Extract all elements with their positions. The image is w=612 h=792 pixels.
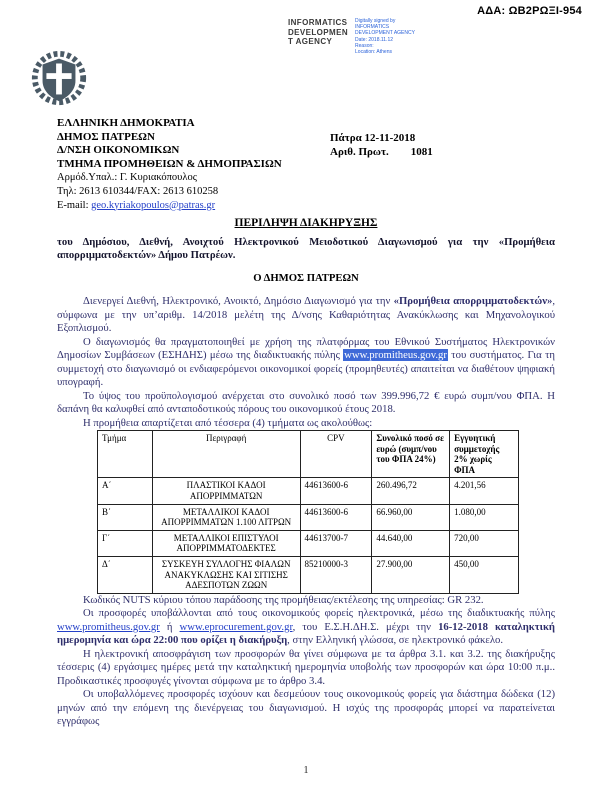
authority-line-directorate: Δ/ΝΣΗ ΟΙΚΟΝΟΜΙΚΩΝ — [57, 144, 180, 157]
signature-line: Digitally signed by — [355, 18, 396, 24]
cell-section: Α΄ — [98, 478, 153, 504]
paragraph-unsealing: Η ηλεκτρονική αποσφράγιση των προσφορών θα γίνει σύμφωνα με τα άρθρα 3.1. και 3.2. της διακήρυξης τέσσερις (4) εργάσιμες ημέρες μετά την καταληκτική ημερομηνία υποβολής των προσφορών και ώρα 10:00 π.μ.. Προδικαστικές προσφυγές γίνονται σύμφωνα με το άρθρο 3.4. — [57, 647, 555, 687]
paragraph-tender-announcement — [57, 295, 555, 336]
text-segment: Διενεργεί Διεθνή, Ηλεκτρονικό, Ανοικτό, Δημόσιο Διαγωνισμό για την — [83, 295, 394, 307]
table-row — [98, 530, 519, 556]
text-segment: του συστήματος. Για τη συμμετοχή στο διαγωνισμό οι ενδιαφερόμενοι οικονομικοί φορείς (προμηθευτές) απαιτείται να διαθέτουν ψηφιακή υπογραφή. — [57, 349, 555, 388]
city-date: Πάτρα 12-11-2018 — [330, 132, 416, 144]
contact-official: Αρμόδ.Υπαλ.: Γ. Κυριακόπουλος — [57, 172, 197, 184]
cell-section: Γ΄ — [98, 530, 153, 556]
text-segment: , στην Ελληνική γλώσσα, σε ηλεκτρονικό φάκελο. — [287, 634, 504, 647]
promitheus-link-2[interactable]: www.promitheus.gov.gr — [57, 620, 160, 633]
protocol-label: Αριθ. Πρωτ. — [330, 146, 389, 159]
table-row — [98, 556, 519, 593]
table-row — [98, 478, 519, 504]
paragraph-nuts: Κωδικός NUTS κύριου τόπου παράδοσης της προμήθειας/εκτέλεσης της υπηρεσίας: GR 232. — [83, 593, 484, 606]
cell-cpv: 44613600-6 — [300, 478, 372, 504]
cell-total: 66.960,00 — [372, 504, 450, 530]
signature-line: Date: 2018.11.12 — [355, 36, 394, 43]
cell-cpv: 85210000-3 — [300, 556, 372, 593]
organization-heading: Ο ΔΗΜΟΣ ΠΑΤΡΕΩΝ — [253, 271, 359, 284]
cell-section: Β΄ — [98, 504, 153, 530]
col-header-section: Τμήμα — [98, 431, 153, 478]
ida-agency-line: T AGENCY — [288, 37, 333, 46]
text-segment: Ο διαγωνισμός θα πραγματοποιηθεί με χρήση της πλατφόρμας του Εθνικού Συστήματος Ηλεκτρονικών Δημοσίων Συμβάσεων (ΕΣΗΔΗΣ) μέσω της διαδικτυακής πύλης — [57, 335, 555, 361]
text-segment: , του Ε.Σ.Η.ΔΗ.Σ. μέχρι την — [292, 620, 439, 633]
supply-title-bold: «Προμήθεια απορριμματοδεκτών» — [393, 295, 553, 307]
email-label: E-mail: — [57, 199, 92, 211]
cell-description: ΜΕΤΑΛΛΙΚΟΙ ΚΑΔΟΙ ΑΠΟΡΡΙΜΜΑΤΩΝ 1.100 ΛΙΤΡΩΝ — [152, 504, 300, 530]
protocol-number: 1081 — [410, 146, 433, 159]
text-segment: ή — [159, 620, 180, 633]
ida-agency-line: INFORMATICS — [288, 18, 348, 27]
col-header-total: Συνολικό ποσό σε ευρώ (συμπ/νου του ΦΠΑ 24%) — [372, 431, 450, 478]
paragraph-table-intro: Η προμήθεια απαρτίζεται από τέσσερα (4) τμήματα ως ακολούθως: — [83, 416, 373, 429]
authority-line-republic: ΕΛΛΗΝΙΚΗ ΔΗΜΟΚΡΑΤΙΑ — [57, 117, 195, 129]
date-protocol-block — [330, 131, 433, 159]
page-number: 1 — [303, 765, 309, 776]
table-header-row — [98, 431, 519, 478]
cell-description: ΜΕΤΑΛΛΙΚΟΙ ΕΠΙΣΤΥΛΟΙ ΑΠΟΡΡΙΜΜΑΤΟΔΕΚΤΕΣ — [152, 530, 300, 556]
cell-description: ΣΥΣΚΕΥΗ ΣΥΛΛΟΓΗΣ ΦΙΑΛΩΝ ΑΝΑΚΥΚΛΩΣΗΣ ΚΑΙ ΣΙΤΙΣΗΣ ΑΔΕΣΠΟΤΩΝ ΖΩΩΝ — [152, 556, 300, 593]
col-header-cpv: CPV — [300, 431, 372, 478]
signature-line: DEVELOPMENT AGENCY — [355, 30, 415, 37]
cell-guarantee: 720,00 — [450, 530, 519, 556]
document-body — [57, 217, 555, 729]
coat-of-arms-icon — [28, 48, 90, 108]
cell-section: Δ΄ — [98, 556, 153, 593]
digital-signature-stamp — [288, 18, 441, 55]
issuing-authority-block — [57, 117, 282, 212]
lots-table — [97, 430, 519, 594]
paragraph-offer-validity: Οι υποβαλλόμενες προσφορές ισχύουν και δεσμεύουν τους οικονομικούς φορείς για διάστημα δώδεκα (12) μηνών από την επόμενη της διενέργειας του διαγωνισμού. Η ισχύς της προσφοράς μπορεί να παρατείνεται εγγράφως — [57, 688, 555, 728]
text-segment: Οι προσφορές υποβάλλονται από τους οικονομικούς φορείς ηλεκτρονικά, μέσω της διαδικτυακής πύλης — [83, 607, 555, 620]
col-header-guarantee: Εγγυητική συμμετοχής 2% χωρίς ΦΠΑ — [450, 431, 519, 478]
authority-line-department: ΤΜΗΜΑ ΠΡΟΜΗΘΕΙΩΝ & ΔΗΜΟΠΡΑΣΙΩΝ — [57, 157, 282, 170]
col-header-description: Περιγραφή — [152, 431, 300, 478]
cell-total: 260.496,72 — [372, 478, 450, 504]
contact-email-line — [57, 199, 282, 213]
protocol-line — [330, 145, 433, 159]
email-link[interactable]: geo.kyriakopoulos@patras.gr — [91, 199, 216, 211]
cell-description: ΠΛΑΣΤΙΚΟΙ ΚΑΔΟΙ ΑΠΟΡΡΙΜΜΑΤΩΝ — [152, 478, 300, 504]
cell-total: 27.900,00 — [372, 556, 450, 593]
cell-guarantee: 1.080,00 — [450, 504, 519, 530]
document-title: ΠΕΡΙΛΗΨΗ ΔΙΑΚΗΡΥΞΗΣ — [234, 217, 378, 229]
ada-code: ΑΔΑ: ΩΒ2ΡΩΞΙ-954 — [477, 5, 582, 17]
signature-line: Location: Athens — [355, 49, 392, 56]
paragraph-submission — [57, 607, 555, 648]
table-row — [98, 504, 519, 530]
contact-phone-fax: Τηλ: 2613 610344/FAX: 2613 610258 — [57, 185, 219, 197]
signature-details — [355, 18, 441, 55]
signature-line: Reason: — [355, 42, 374, 49]
promitheus-link[interactable]: www.promitheus.gov.gr — [344, 349, 447, 361]
cell-cpv: 44613700-7 — [300, 530, 372, 556]
document-subtitle: του Δημόσιου, Διεθνή, Ανοιχτού Ηλεκτρονικού Μειοδοτικού Διαγωνισμού για την «Προμήθεια απορριμματοδεκτών» Δήμου Πατρέων. — [57, 235, 555, 261]
cell-guarantee: 450,00 — [450, 556, 519, 593]
ida-agency-line: DEVELOPMEN — [288, 27, 349, 37]
deadline-bold: 16-12-2018 καταληκτική ημερομηνία και ώρα 22:00 που ορίζει η διακήρυξη — [57, 620, 555, 647]
signature-line: INFORMATICS — [355, 24, 390, 31]
text-segment: , σύμφωνα με την υπ’αριθμ. 14/2018 μελέτη της Δ/νσης Καθαριότητας Ανακύκλωσης και Μηχανολογικού Εξοπλισμού. — [57, 295, 556, 334]
cell-total: 44.640,00 — [372, 530, 450, 556]
paragraph-platform — [57, 336, 555, 390]
authority-line-municipality: ΔΗΜΟΣ ΠΑΤΡΕΩΝ — [57, 130, 155, 143]
eprocurement-link[interactable]: www.eprocurement.gov.gr — [179, 620, 293, 633]
ida-agency-name — [288, 18, 348, 55]
paragraph-budget: Το ύψος του προϋπολογισμού ανέρχεται στο συνολικό ποσό των 399.996,72 € ευρώ συμπ/νου ΦΠΑ. Η δαπάνη θα καλυφθεί από ανταποδοτικούς πόρους του οικονομικού έτους 2018. — [57, 389, 555, 415]
cell-cpv: 44613600-6 — [300, 504, 372, 530]
cell-guarantee: 4.201,56 — [450, 478, 519, 504]
